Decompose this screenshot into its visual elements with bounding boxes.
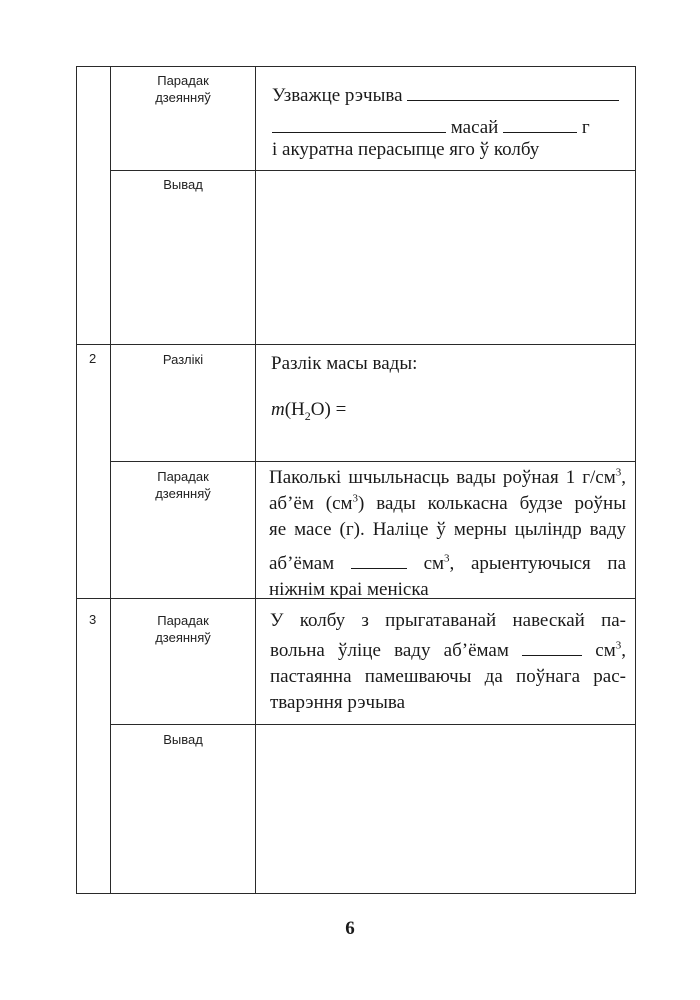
conclusion-field[interactable] (257, 172, 634, 343)
row-divider (110, 170, 636, 171)
volume-blank[interactable] (351, 554, 407, 569)
row-label: Парадак дзеянняў (155, 73, 211, 105)
row-number: 3 (89, 612, 97, 627)
instruction-text: У колбу з прыгатаванай навескай па- вольна ўліце ваду аб’ёмам $см^3$, пастаянна памешваючы да поўнага рас- тварэння рэчыва (270, 610, 627, 713)
table-border-top (76, 66, 636, 67)
table-border-right (635, 66, 636, 894)
volume-blank[interactable] (522, 641, 582, 656)
row-number: 2 (89, 351, 97, 366)
table-border-left (76, 66, 77, 894)
row-label: Парадак дзеянняў (155, 613, 211, 645)
column-divider-label (255, 66, 256, 894)
instruction-text: Узважце рэчыва масай г і акуратна перасыпце яго ў колбу (272, 83, 628, 163)
substance-name-blank[interactable] (272, 118, 446, 133)
row-label: Разлікі (162, 352, 204, 367)
substance-blank[interactable] (407, 86, 619, 101)
row-divider (110, 724, 636, 725)
page-number: 6 (345, 918, 355, 939)
calculation-text: Разлік масы вады: $m(H_2O)$ = (271, 351, 627, 423)
row-divider (76, 344, 636, 345)
row-label: Вывад (163, 732, 203, 747)
conclusion-field[interactable] (257, 726, 634, 892)
row-label: Парадак дзеянняў (155, 469, 211, 501)
mass-blank[interactable] (503, 118, 577, 133)
table-border-bottom (76, 893, 636, 894)
water-mass-formula: $m(H_2O)$ = (271, 399, 347, 423)
row-label: Вывад (163, 177, 203, 192)
instruction-text: Паколькі шчыльнасць вады роўная 1 $г/см^3$, аб’ём $(см^3)$ вады колькасна будзе роўны яе масе (г). Наліце ў мерны цыліндр ваду аб’ёмам $см^3$, арыентуючыся па ніжнім краі меніска (269, 466, 627, 600)
row-divider (110, 461, 636, 462)
